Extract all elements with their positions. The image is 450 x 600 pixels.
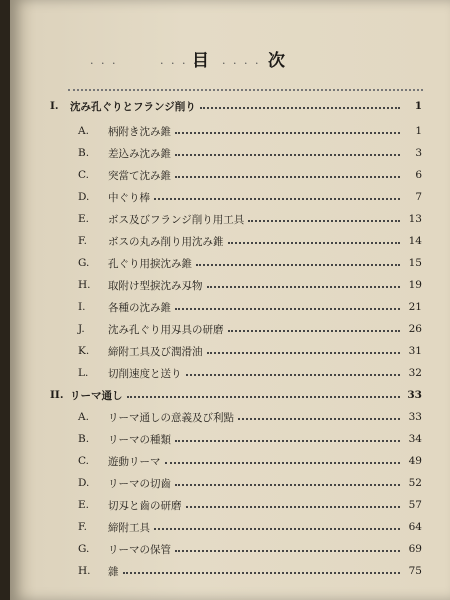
toc-item <box>78 231 422 251</box>
dot-leader <box>196 264 400 266</box>
item-letter: L. <box>78 367 89 379</box>
item-letter: I. <box>78 301 86 313</box>
page-number: 57 <box>408 499 422 511</box>
item-title: 遊動リーマ <box>108 455 161 468</box>
page-number: 49 <box>408 455 422 467</box>
dot-leader <box>228 330 401 332</box>
dotted-rule <box>68 89 423 91</box>
item-letter: F. <box>78 521 87 533</box>
page-number: 14 <box>408 235 422 247</box>
item-title: リーマの種類 <box>108 433 171 446</box>
item-letter: A. <box>78 125 89 137</box>
dot-leader <box>238 418 400 420</box>
item-title: 孔ぐり用捩沈み錐 <box>108 257 192 270</box>
toc-item <box>78 561 422 581</box>
toc-item <box>78 187 422 207</box>
page-number: 33 <box>408 411 422 423</box>
item-title: 各種の沈み錐 <box>108 301 171 314</box>
item-title: 柄附き沈み錐 <box>108 125 171 138</box>
toc-heading <box>10 46 450 70</box>
toc-item <box>78 539 422 559</box>
dot-leader <box>175 440 400 442</box>
item-letter: C. <box>78 455 89 467</box>
item-letter: E. <box>78 499 90 511</box>
item-letter: J. <box>78 323 85 335</box>
item-title: リーマ通しの意義及び利點 <box>108 411 234 424</box>
item-letter: E. <box>78 213 90 225</box>
item-title: ボスの丸み削り用沈み錐 <box>108 235 224 248</box>
dot-leader <box>154 528 400 530</box>
item-title: ボス及びフランジ削り用工具 <box>108 213 245 226</box>
heading-dots-mid1: . . . . <box>160 54 199 67</box>
dot-leader <box>248 220 400 222</box>
page-number: 6 <box>415 169 422 181</box>
toc-item <box>78 253 422 273</box>
section-title: 沈み孔ぐりとフランジ削り <box>70 100 196 113</box>
section-number: II. <box>50 389 64 401</box>
item-letter: G. <box>78 257 90 269</box>
dot-leader <box>186 374 401 376</box>
item-letter: D. <box>78 477 90 489</box>
item-title: 雜 <box>108 565 119 578</box>
heading-char-1: 目 <box>192 51 209 71</box>
dot-leader <box>175 484 400 486</box>
section-title: リーマ通し <box>70 389 123 402</box>
dot-leader <box>200 107 400 109</box>
page-number: 32 <box>408 367 422 379</box>
page-number: 69 <box>408 543 422 555</box>
item-letter: C. <box>78 169 89 181</box>
item-letter: G. <box>78 543 90 555</box>
toc-item <box>78 143 422 163</box>
page-number: 13 <box>408 213 422 225</box>
dot-leader <box>165 462 401 464</box>
toc-item <box>78 407 422 427</box>
toc-item <box>78 451 422 471</box>
toc-item <box>78 121 422 141</box>
dot-leader <box>175 132 400 134</box>
dot-leader <box>207 352 401 354</box>
toc-item <box>78 297 422 317</box>
toc-item <box>78 319 422 339</box>
toc-item <box>78 495 422 515</box>
toc-item <box>78 341 422 361</box>
page-number: 19 <box>408 279 422 291</box>
page-number: 15 <box>408 257 422 269</box>
dot-leader <box>207 286 401 288</box>
item-title: 沈み孔ぐり用刄具の研磨 <box>108 323 224 336</box>
page-number: 1 <box>415 125 422 137</box>
dot-leader <box>175 550 400 552</box>
toc-item <box>78 165 422 185</box>
page-number: 26 <box>408 323 422 335</box>
book-page <box>10 0 450 600</box>
heading-dots-left: . . . <box>90 54 118 67</box>
item-title: 締附工具 <box>108 521 150 534</box>
toc-item <box>78 363 422 383</box>
toc-section <box>50 96 422 116</box>
item-letter: A. <box>78 411 89 423</box>
toc-item <box>78 209 422 229</box>
heading-dots-mid2: . . . . <box>222 54 261 67</box>
dot-leader <box>175 176 400 178</box>
dot-leader <box>154 198 400 200</box>
toc-item <box>78 429 422 449</box>
dot-leader <box>186 506 401 508</box>
item-letter: B. <box>78 433 90 445</box>
page-number: 52 <box>408 477 422 489</box>
page-number: 7 <box>415 191 422 203</box>
item-title: リーマの切齒 <box>108 477 171 490</box>
dot-leader <box>175 154 400 156</box>
page-number: 21 <box>408 301 422 313</box>
toc-section <box>50 385 422 405</box>
toc-item <box>78 517 422 537</box>
page-number: 64 <box>408 521 422 533</box>
page-number: 75 <box>408 565 422 577</box>
item-title: 中ぐり棒 <box>108 191 150 204</box>
heading-char-2: 次 <box>268 51 285 71</box>
item-title: リーマの保管 <box>108 543 171 556</box>
dot-leader <box>228 242 401 244</box>
toc-item <box>78 473 422 493</box>
item-title: 締附工具及び潤滑油 <box>108 345 203 358</box>
item-title: 差込み沈み錐 <box>108 147 171 160</box>
dot-leader <box>175 308 400 310</box>
section-number: I. <box>50 100 59 112</box>
item-letter: F. <box>78 235 87 247</box>
item-title: 突當て沈み錐 <box>108 169 171 182</box>
page-number: 34 <box>408 433 422 445</box>
item-letter: H. <box>78 279 91 291</box>
page-number: 1 <box>414 100 422 112</box>
dot-leader <box>127 396 401 398</box>
page-number: 31 <box>408 345 422 357</box>
item-letter: D. <box>78 191 90 203</box>
toc-item <box>78 275 422 295</box>
item-letter: K. <box>78 345 90 357</box>
dot-leader <box>123 572 401 574</box>
page-number: 3 <box>415 147 422 159</box>
page-number: 33 <box>407 389 422 401</box>
item-title: 切刄と齒の研磨 <box>108 499 182 512</box>
item-title: 切削速度と送り <box>108 367 182 380</box>
item-title: 取附け型捩沈み刄物 <box>108 279 203 292</box>
item-letter: B. <box>78 147 90 159</box>
item-letter: H. <box>78 565 91 577</box>
